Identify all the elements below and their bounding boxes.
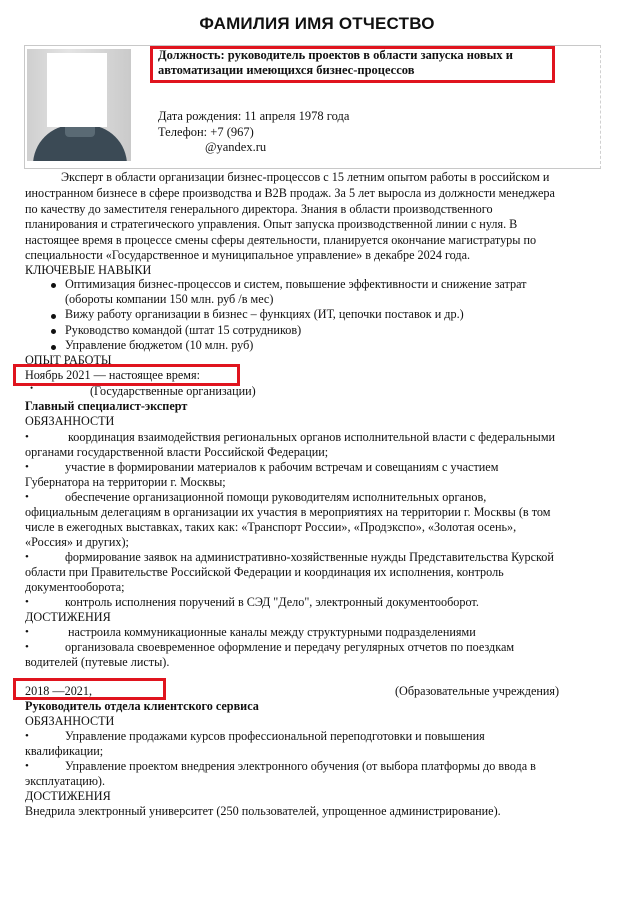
achievement-item: организовала своевременное оформление и передачу регулярных отчетов по поездкам: [65, 640, 515, 654]
bullet-dot: •: [25, 461, 29, 473]
duty-item-cont: Губернатора на территории г. Москвы;: [25, 475, 226, 489]
achievement-item: настроила коммуникационные каналы между структурными подразделениями: [68, 625, 476, 639]
summary-line: иностранном бизнесе в сфере производства и B2B продаж. За 5 лет выросла из должности менеджера: [25, 186, 555, 200]
duty-item: Управление проектом внедрения электронного обучения (от выбора платформы до ввода в: [65, 759, 536, 773]
job2-duties-heading: ОБЯЗАННОСТИ: [25, 714, 115, 728]
job1-achievements-heading: ДОСТИЖЕНИЯ: [25, 610, 111, 624]
summary-line: настоящее время в процессе смены сферы деятельности, планируется окончание магистратуры по: [25, 233, 537, 247]
skill-item: Оптимизация бизнес-процессов и систем, повышение эффективности и снижение затрат: [65, 277, 527, 291]
phone: Телефон: +7 (967): [158, 125, 254, 139]
job2-achievement-text: Внедрила электронный университет (250 пользователей, упрощенное администрирование).: [25, 804, 501, 818]
bullet-dot: [51, 345, 56, 350]
summary-line: планирования и стратегического управления. Опыт запуска производственной линии с нуля. В: [25, 217, 518, 231]
bullet-dot: [51, 314, 56, 319]
position-text: Должность: руководитель проектов в области запуска новых и автоматизации имеющихся бизнес-процессов: [158, 48, 513, 77]
small-bullet: •: [30, 383, 34, 393]
birth-date: Дата рождения: 11 апреля 1978 года: [158, 109, 350, 123]
duty-item: формирование заявок на административно-хозяйственные нужды Представительства Курской: [65, 550, 554, 564]
duty-item-cont: органами государственной власти Российской Федерации;: [25, 445, 329, 459]
summary-line: Эксперт в области организации бизнес-процессов с 15 летним опытом работы в российском и: [61, 170, 550, 184]
job2-title: Руководитель отдела клиентского сервиса: [25, 699, 259, 713]
duty-item-cont: числе в ежегодных выставках, таких как: «Транспорт России», «Продэкспо», «Золотая осень»,: [25, 520, 517, 534]
duty-item: обеспечение организационной помощи руководителям исполнительных органов,: [65, 490, 487, 504]
skill-item: Управление бюджетом (10 млн. руб): [65, 338, 254, 352]
bullet-dot: •: [25, 491, 29, 503]
name-title: ФАМИЛИЯ ИМЯ ОТЧЕСТВО: [199, 14, 435, 33]
photo-face-blank: [47, 53, 107, 127]
bullet-dot: •: [25, 596, 29, 608]
email[interactable]: @yandex.ru: [205, 140, 267, 154]
bullet-dot: •: [25, 431, 29, 443]
bullet-dot: •: [25, 641, 29, 653]
bullet-dot: [51, 329, 56, 334]
job1-org: (Государственные организации): [90, 384, 256, 398]
summary-line: по качеству до заместителя генерального директора. Знания в области производственного: [25, 202, 493, 216]
profile-photo: [27, 49, 131, 161]
job2-period: 2018 —2021,: [25, 684, 93, 698]
duty-item-cont: области при Правительстве Российской Федерации и координация их исполнения, контроль: [25, 565, 504, 579]
skill-item: Руководство командой (штат 15 сотрудников): [65, 323, 302, 337]
bullet-dot: [51, 283, 56, 288]
bullet-dot: •: [25, 760, 29, 772]
skill-item-cont: (обороты компании 150 млн. руб /в мес): [65, 292, 274, 306]
duty-item-cont: эксплуатацию).: [25, 774, 106, 788]
bullet-dot: •: [25, 626, 29, 638]
skills-heading: КЛЮЧЕВЫЕ НАВЫКИ: [25, 263, 152, 277]
job2-org: (Образовательные учреждения): [395, 684, 560, 698]
duty-item-cont: документооборота;: [25, 580, 125, 594]
experience-heading: ОПЫТ РАБОТЫ: [25, 353, 112, 367]
summary-line: специальности «Государственное и муниципальное управление» в декабре 2024 года.: [25, 248, 471, 262]
achievement-item-cont: водителей (путевые листы).: [25, 655, 170, 669]
job2-achievements-heading: ДОСТИЖЕНИЯ: [25, 789, 111, 803]
duty-item-cont: официальным делегациям в организации их участия в мероприятиях на территории г. Москвы (в том: [25, 505, 551, 519]
duty-item-cont: «Россия» и других);: [25, 535, 129, 549]
job1-duties-heading: ОБЯЗАННОСТИ: [25, 414, 115, 428]
bullet-dot: •: [25, 551, 29, 563]
skill-item: Вижу работу организации в бизнес – функциях (ИТ, цепочки поставок и др.): [65, 307, 464, 321]
duty-item: участие в формировании материалов к рабочим встречам и совещаниям с участием: [65, 460, 499, 474]
job1-period: Ноябрь 2021 — настоящее время:: [25, 368, 201, 382]
bullet-dot: •: [25, 730, 29, 742]
duty-item: Управление продажами курсов профессиональной переподготовки и повышения: [65, 729, 485, 743]
duty-item: контроль исполнения поручений в СЭД "Дело", электронный документооборот.: [65, 595, 479, 609]
job1-title: Главный специалист-эксперт: [25, 399, 188, 413]
duty-item: координация взаимодействия региональных органов исполнительной власти с федеральными: [68, 430, 556, 444]
duty-item-cont: квалификации;: [25, 744, 104, 758]
